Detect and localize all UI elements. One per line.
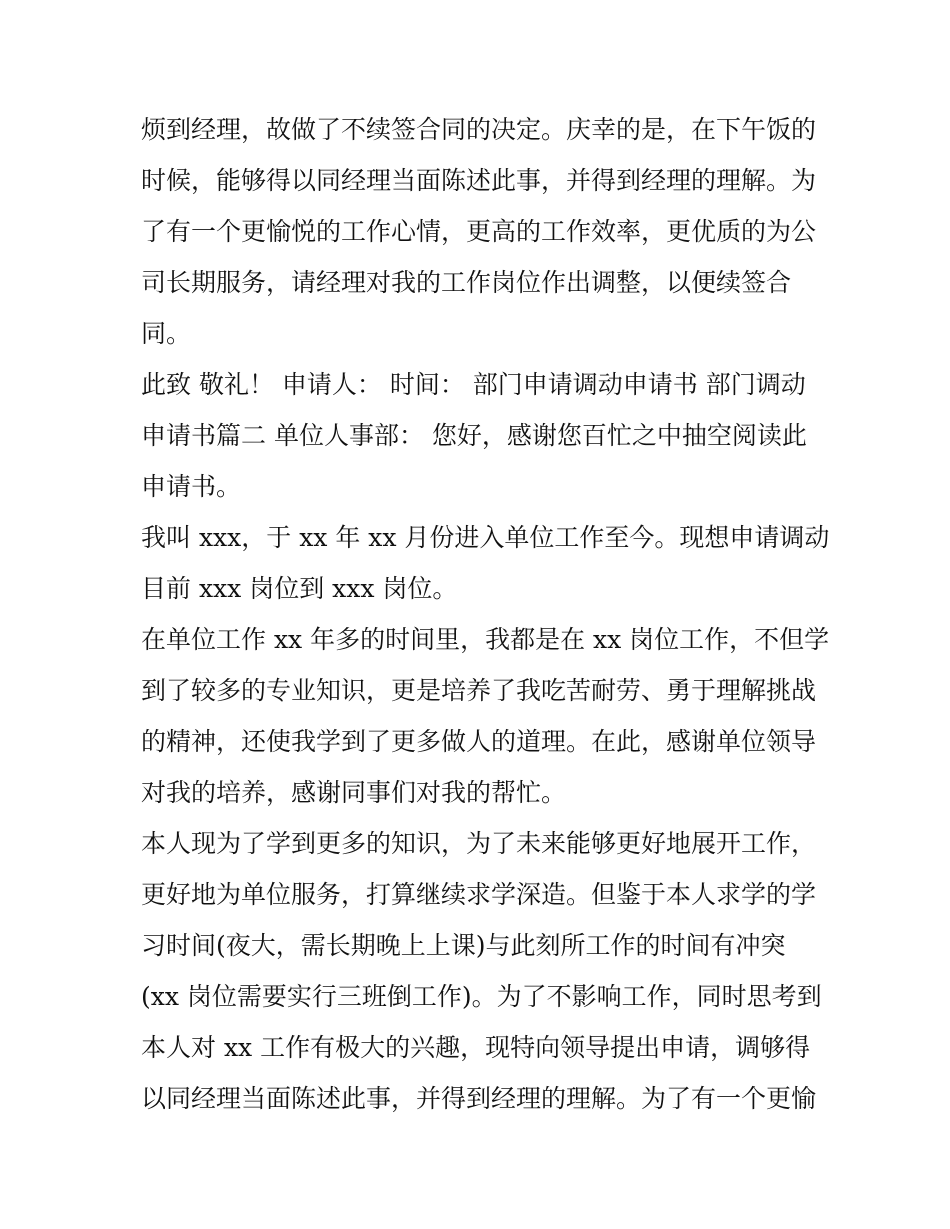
- text-line: 以同经理当面陈述此事，并得到经理的理解。为了有一个更愉: [141, 1084, 817, 1113]
- text-line: 时候，能够得以同经理当面陈述此事，并得到经理的理解。为: [141, 166, 817, 195]
- text-line: 到了较多的专业知识，更是培养了我吃苦耐劳、勇于理解挑战: [141, 676, 817, 705]
- text-line: 本人现为了学到更多的知识，为了未来能够更好地展开工作，: [141, 829, 817, 858]
- text-line: 的精神，还使我学到了更多做人的道理。在此，感谢单位领导: [141, 727, 817, 756]
- text-line: 烦到经理，故做了不续签合同的决定。庆幸的是，在下午饭的: [141, 115, 817, 144]
- text-line: 本人对 xx 工作有极大的兴趣，现特向领导提出申请，调够得: [141, 1033, 811, 1062]
- text-line: 对我的培养，感谢同事们对我的帮忙。: [141, 778, 567, 807]
- text-line: 同。: [141, 319, 192, 348]
- text-line: 目前 xxx 岗位到 xxx 岗位。: [141, 574, 458, 603]
- text-line: 申请书。: [141, 472, 242, 501]
- text-line: 更好地为单位服务，打算继续求学深造。但鉴于本人求学的学: [141, 880, 817, 909]
- text-line: 习时间(夜大，需长期晚上上课)与此刻所工作的时间有冲突: [141, 931, 786, 960]
- text-line: 申请书篇二 单位人事部： 您好，感谢您百忙之中抽空阅读此: [141, 421, 807, 450]
- text-line: 我叫 xxx，于 xx 年 xx 月份进入单位工作至今。现想申请调动: [141, 523, 830, 552]
- text-line: 此致 敬礼！ 申请人： 时间： 部门申请调动申请书 部门调动: [141, 370, 806, 399]
- text-line: 在单位工作 xx 年多的时间里，我都是在 xx 岗位工作，不但学: [141, 625, 830, 654]
- text-line: 了有一个更愉悦的工作心情，更高的工作效率，更优质的为公: [141, 217, 817, 246]
- document-body: [141, 104, 830, 1124]
- text-line: (xx 岗位需要实行三班倒工作)。为了不影响工作，同时思考到: [141, 982, 822, 1011]
- text-line: 司长期服务，请经理对我的工作岗位作出调整，以便续签合: [141, 268, 792, 297]
